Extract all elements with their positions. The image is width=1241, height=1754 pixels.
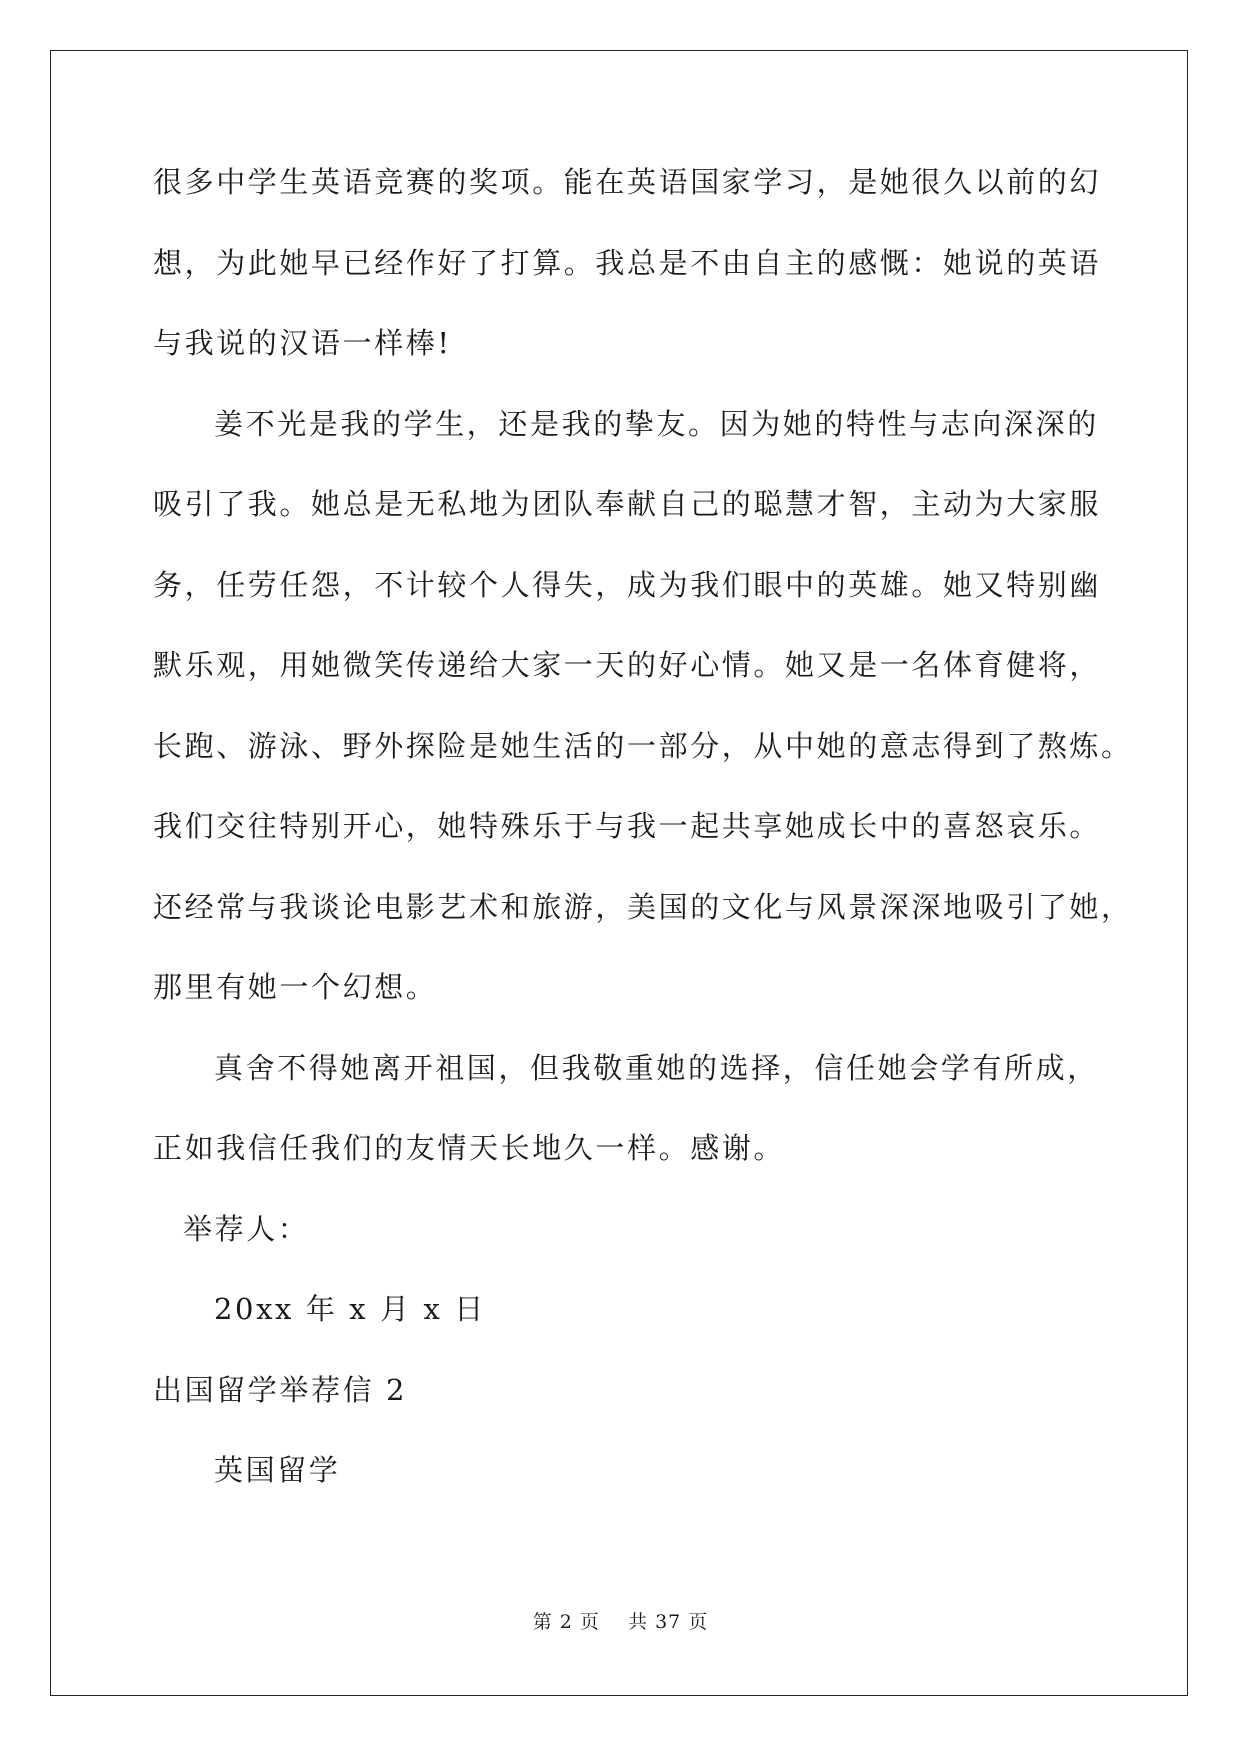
paragraph-line: 务，任劳任怨，不计较个人得失，成为我们眼中的英雄。她又特别幽 (153, 567, 1102, 602)
paragraph-line: 我们交往特别开心，她特殊乐于与我一起共享她成长中的喜怒哀乐。 (153, 809, 1102, 843)
paragraph-line: 真舍不得她离开祖国，但我敬重她的选择，信任她会学有所成， (214, 1050, 1099, 1085)
page-number-footer: 第 2 页 共 37 页 (532, 1611, 709, 1633)
paragraph-line: 正如我信任我们的友情天长地久一样。感谢。 (153, 1131, 786, 1165)
paragraph-line: 想，为此她早已经作好了打算。我总是不由自主的感慨：她说的英语 (153, 245, 1102, 280)
paragraph-line: 与我说的汉语一样棒! (153, 326, 452, 360)
section-heading: 出国留学举荐信 2 (153, 1372, 408, 1407)
paragraph-line: 那里有她一个幻想。 (153, 970, 438, 1004)
paragraph-line: 吸引了我。她总是无私地为团队奉献自己的聪慧才智，主动为大家服 (153, 487, 1102, 521)
document-body (153, 162, 1133, 1531)
paragraph-line: 还经常与我谈论电影艺术和旅游，美国的文化与风景深深地吸引了她， (153, 889, 1133, 924)
paragraph-line: 长跑、游泳、野外探险是她生活的一部分，从中她的意志得到了熬炼。 (153, 728, 1133, 763)
paragraph-line: 姜不光是我的学生，还是我的挚友。因为她的特性与志向深深的 (214, 406, 1099, 441)
paragraph-line: 很多中学生英语竞赛的奖项。能在英语国家学习，是她很久以前的幻 (153, 165, 1102, 199)
paragraph-line: 默乐观，用她微笑传递给大家一天的好心情。她又是一名体育健将， (153, 648, 1102, 682)
date-line: 20xx 年 x 月 x 日 (214, 1292, 486, 1326)
recommender-label: 举荐人： (183, 1211, 310, 1246)
subheading: 英国留学 (214, 1453, 341, 1487)
